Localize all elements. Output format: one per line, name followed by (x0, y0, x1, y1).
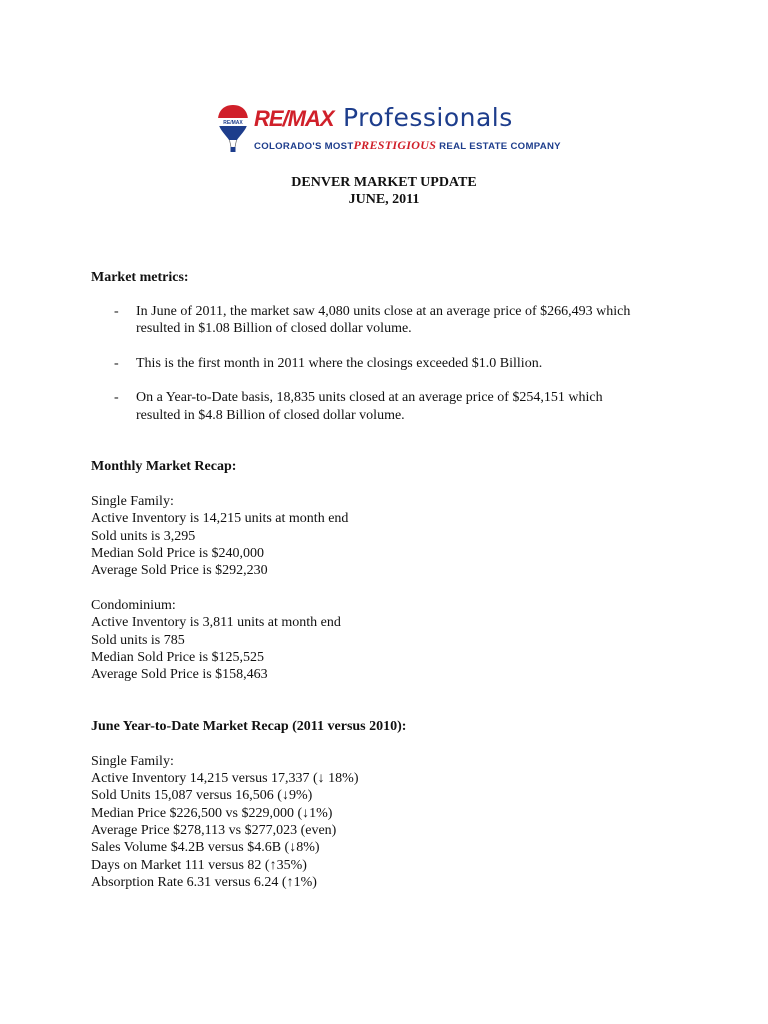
ytd-line: Active Inventory 14,215 versus 17,337 (↓ 18%) (91, 771, 359, 786)
document-date: JUNE, 2011 (348, 192, 420, 207)
hot-air-balloon-icon (218, 104, 248, 154)
bullet-dash: - (114, 304, 119, 319)
tagline-part-3: REAL ESTATE COMPANY (439, 141, 561, 152)
ytd-recap-heading: June Year-to-Date Market Recap (2011 versus 2010): (91, 719, 407, 734)
ytd-line: Median Price $226,500 vs $229,000 (↓1%) (91, 806, 333, 821)
bullet-line: resulted in $4.8 Billion of closed dollar volume. (136, 408, 405, 423)
single-family-label: Single Family: (91, 494, 174, 509)
document-title: DENVER MARKET UPDATE (291, 175, 477, 190)
recap-line: Sold units is 3,295 (91, 529, 196, 544)
recap-line: Average Sold Price is $292,230 (91, 563, 268, 578)
remax-professionals-logo (218, 103, 561, 156)
condominium-label: Condominium: (91, 598, 176, 613)
bullet-line: This is the first month in 2011 where the closings exceeded $1.0 Billion. (136, 356, 543, 371)
ytd-line: Absorption Rate 6.31 versus 6.24 (↑1%) (91, 875, 317, 890)
bullet-dash: - (114, 390, 119, 405)
ytd-line: Average Price $278,113 vs $277,023 (even) (91, 823, 337, 838)
recap-line: Median Sold Price is $125,525 (91, 650, 265, 665)
recap-line: Active Inventory is 14,215 units at month end (91, 511, 349, 526)
ytd-line: Sales Volume $4.2B versus $4.6B (↓8%) (91, 840, 320, 855)
bullet-line: resulted in $1.08 Billion of closed dollar volume. (136, 321, 412, 336)
tagline-part-1: COLORADO'S MOST (254, 141, 354, 152)
bullet-dash: - (114, 356, 119, 371)
tagline-part-2: PRESTIGIOUS (353, 138, 437, 152)
ytd-line: Sold Units 15,087 versus 16,506 (↓9%) (91, 788, 313, 803)
bullet-line: In June of 2011, the market saw 4,080 units close at an average price of $266,493 which (136, 304, 631, 319)
bullet-line: On a Year-to-Date basis, 18,835 units closed at an average price of $254,151 which (136, 390, 603, 405)
ytd-single-family-label: Single Family: (91, 754, 174, 769)
remax-brand-text: RE/MAX (254, 106, 334, 131)
logo-tagline (254, 138, 561, 153)
recap-line: Median Sold Price is $240,000 (91, 546, 265, 561)
professionals-text: Professionals (343, 103, 513, 132)
recap-line: Sold units is 785 (91, 633, 185, 648)
recap-line: Average Sold Price is $158,463 (91, 667, 268, 682)
recap-line: Active Inventory is 3,811 units at month end (91, 615, 341, 630)
monthly-recap-heading: Monthly Market Recap: (91, 459, 237, 474)
ytd-line: Days on Market 111 versus 82 (↑35%) (91, 858, 307, 873)
svg-text:RE/MAX: RE/MAX (223, 120, 243, 126)
market-metrics-heading: Market metrics: (91, 270, 189, 285)
